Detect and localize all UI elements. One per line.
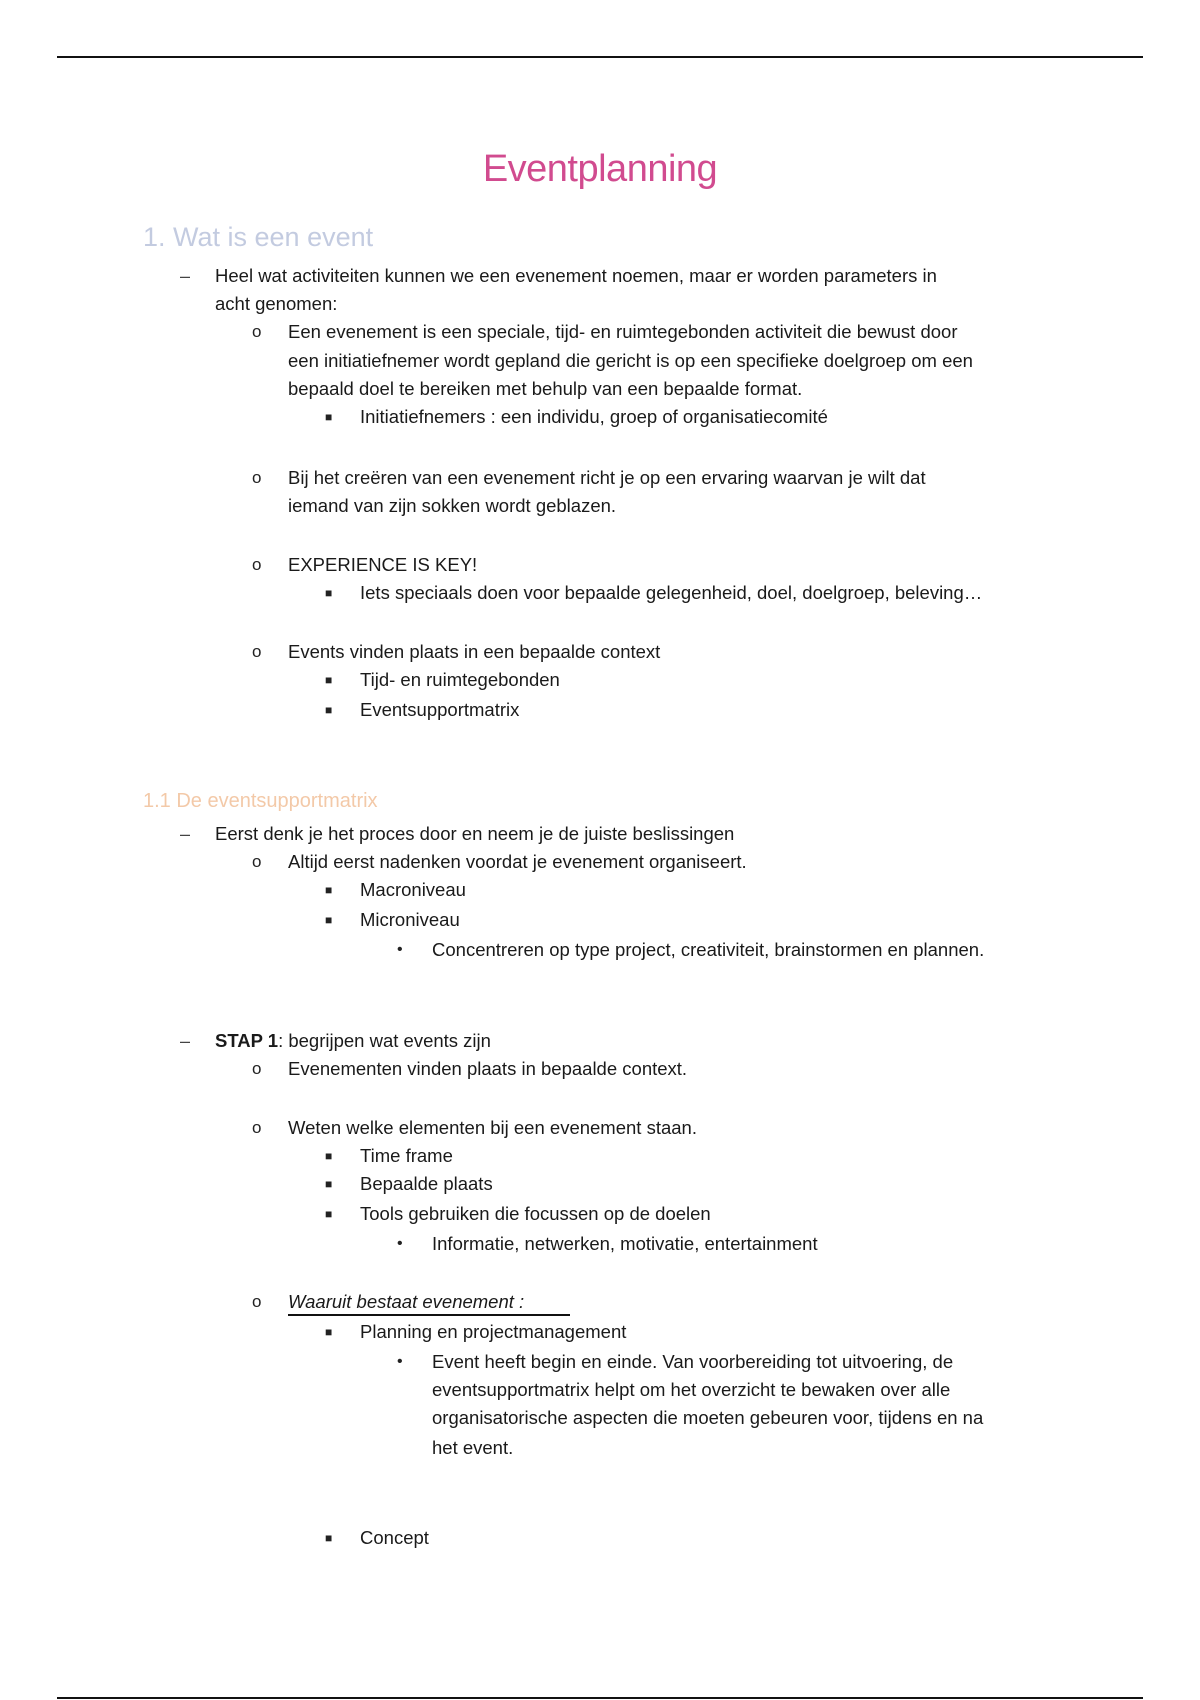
experience-item: EXPERIENCE IS KEY! (288, 554, 478, 575)
iets-speciaals-item: Iets speciaals doen voor bepaalde gelegenheid, doel, doelgroep, beleving… (360, 582, 983, 603)
square-bullet-icon: ■ (325, 410, 333, 424)
informatie-item: Informatie, netwerken, motivatie, entertainment (432, 1233, 818, 1254)
waaruit-underline (288, 1314, 570, 1316)
intro-line-1: Heel wat activiteiten kunnen we een evenement noemen, maar er worden parameters in (215, 265, 937, 286)
square-bullet-icon: ■ (325, 1531, 333, 1545)
eerst-item: Eerst denk je het proces door en neem je de juiste beslissingen (215, 823, 735, 844)
plaats-item: Bepaalde plaats (360, 1173, 493, 1194)
tijd-item: Tijd- en ruimtegebonden (360, 669, 560, 690)
circle-bullet-icon: o (252, 642, 262, 661)
bottom-rule (57, 1697, 1143, 1699)
context-item: Events vinden plaats in een bepaalde context (288, 641, 661, 662)
altijd-item: Altijd eerst nadenken voordat je evenement organiseert. (288, 851, 747, 872)
circle-bullet-icon: o (252, 1059, 262, 1078)
initiatiefnemers-item: Initiatiefnemers : een individu, groep of organisatiecomité (360, 406, 828, 427)
square-bullet-icon: ■ (325, 883, 333, 897)
event-line-1: Event heeft begin en einde. Van voorbereiding tot uitvoering, de (432, 1351, 954, 1372)
dot-bullet-icon: • (397, 1235, 403, 1252)
dot-bullet-icon: • (397, 1353, 403, 1370)
square-bullet-icon: ■ (325, 913, 333, 927)
stap-1-label: STAP 1 (215, 1030, 279, 1051)
stap-1-item (215, 1027, 491, 1055)
square-bullet-icon: ■ (325, 673, 333, 687)
document-title: Eventplanning (482, 148, 718, 190)
circle-bullet-icon: o (252, 852, 262, 871)
circle-bullet-icon: o (252, 322, 262, 341)
planning-item: Planning en projectmanagement (360, 1321, 627, 1342)
definition-line-2: een initiatiefnemer wordt gepland die gericht is op een specifieke doelgroep om een (288, 350, 973, 371)
circle-bullet-icon: o (252, 555, 262, 574)
definition-line-1: Een evenement is een speciale, tijd- en ruimtegebonden activiteit die bewust door (288, 321, 958, 342)
section-heading-1-1: 1.1 De eventsupportmatrix (143, 790, 378, 812)
matrix-item: Eventsupportmatrix (360, 699, 520, 720)
definition-line-3: bepaald doel te bereiken met behulp van een bepaalde format. (288, 378, 803, 399)
circle-bullet-icon: o (252, 1292, 262, 1311)
concept-item: Concept (360, 1527, 429, 1548)
event-line-2: eventsupportmatrix helpt om het overzicht te bewaken over alle (432, 1379, 951, 1400)
weten-item: Weten welke elementen bij een evenement staan. (288, 1117, 697, 1138)
square-bullet-icon: ■ (325, 586, 333, 600)
dash-bullet-icon: – (180, 1031, 191, 1051)
macro-item: Macroniveau (360, 879, 466, 900)
square-bullet-icon: ■ (325, 1177, 333, 1191)
event-line-4: het event. (432, 1437, 514, 1458)
ervaring-line-1: Bij het creëren van een evenement richt je op een ervaring waarvan je wilt dat (288, 467, 926, 488)
concentreren-item: Concentreren op type project, creativiteit, brainstormen en plannen. (432, 939, 985, 960)
event-line-3: organisatorische aspecten die moeten gebeuren voor, tijdens en na (432, 1407, 984, 1428)
square-bullet-icon: ■ (325, 1325, 333, 1339)
intro-line-2: acht genomen: (215, 293, 338, 314)
square-bullet-icon: ■ (325, 1207, 333, 1221)
stap-1-text: : begrijpen wat events zijn (278, 1030, 491, 1051)
tools-item: Tools gebruiken die focussen op de doelen (360, 1203, 711, 1224)
evenementen-context-item: Evenementen vinden plaats in bepaalde context. (288, 1058, 688, 1079)
circle-bullet-icon: o (252, 468, 262, 487)
micro-item: Microniveau (360, 909, 460, 930)
dash-bullet-icon: – (180, 824, 191, 844)
square-bullet-icon: ■ (325, 1149, 333, 1163)
top-rule (57, 56, 1143, 58)
ervaring-line-2: iemand van zijn sokken wordt geblazen. (288, 495, 617, 516)
time-frame-item: Time frame (360, 1145, 453, 1166)
waaruit-item: Waaruit bestaat evenement : (288, 1291, 525, 1312)
square-bullet-icon: ■ (325, 703, 333, 717)
circle-bullet-icon: o (252, 1118, 262, 1137)
section-heading-1: 1. Wat is een event (143, 222, 374, 252)
dash-bullet-icon: – (180, 266, 191, 286)
dot-bullet-icon: • (397, 941, 403, 958)
